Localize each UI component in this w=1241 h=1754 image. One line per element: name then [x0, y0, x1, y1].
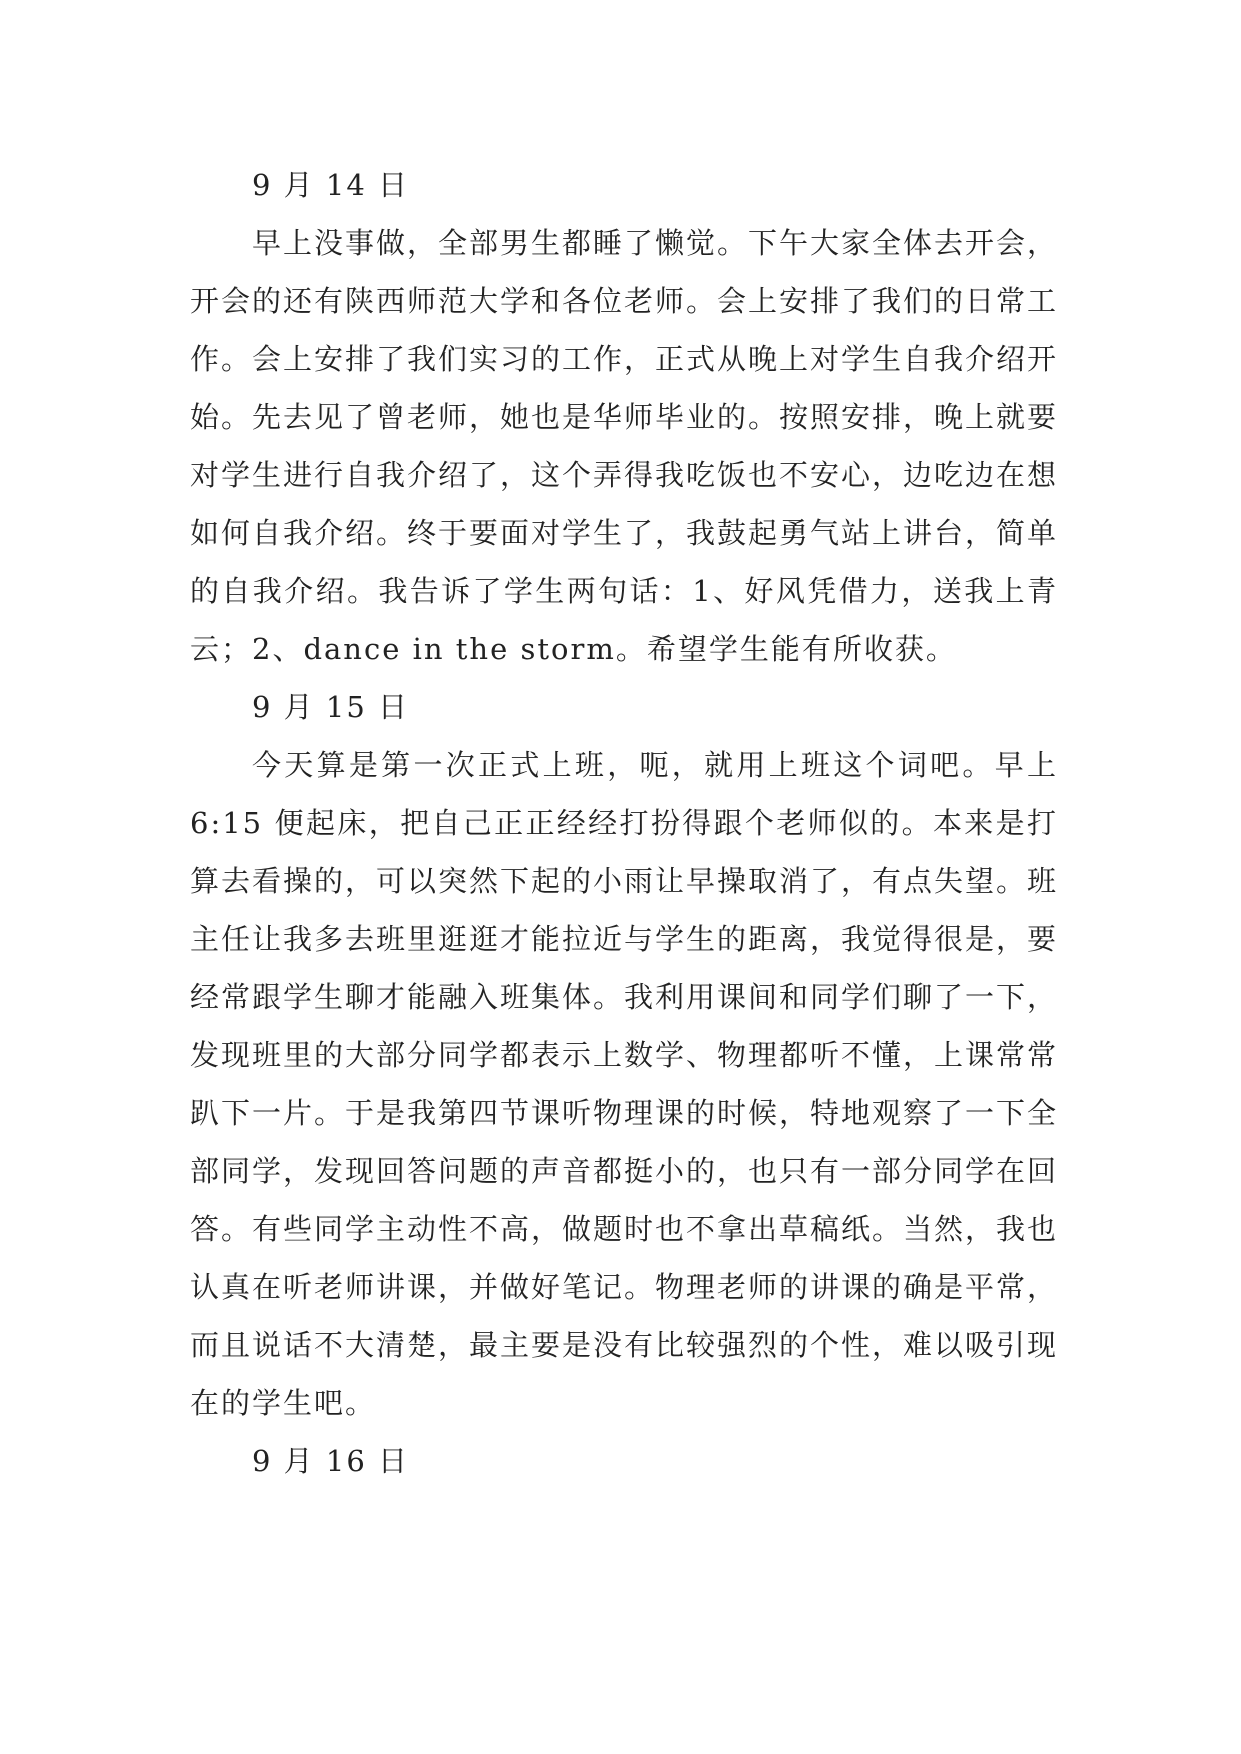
entry-date: 9 月 14 日	[252, 168, 410, 202]
entry-paragraph: 早上没事做，全部男生都睡了懒觉。下午大家全体去开会，开会的还有陕西师范大学和各位老师。会上安排了我们的日常工作。会上安排了我们实习的工作，正式从晚上对学生自我介绍开始。先去见了曾老师，她也是华师毕业的。按照安排，晚上就要对学生进行自我介绍了，这个弄得我吃饭也不安心，边吃边在想如何自我介绍。终于要面对学生了，我鼓起勇气站上讲台，简单的自我介绍。我告诉了学生两句话：1、好风凭借力，送我上青云；2、dance in the storm。希望学生能有所收获。	[190, 226, 1059, 666]
entry-date: 9 月 15 日	[252, 690, 410, 724]
diary-content	[190, 156, 1058, 1490]
entry-date: 9 月 16 日	[252, 1444, 410, 1478]
entry-paragraph: 今天算是第一次正式上班，呃，就用上班这个词吧。早上 6:15 便起床，把自己正正经经打扮得跟个老师似的。本来是打算去看操的，可以突然下起的小雨让早操取消了，有点失望。班主任让我多去班里逛逛才能拉近与学生的距离，我觉得很是，要经常跟学生聊才能融入班集体。我利用课间和同学们聊了一下，发现班里的大部分同学都表示上数学、物理都听不懂，上课常常趴下一片。于是我第四节课听物理课的时候，特地观察了一下全部同学，发现回答问题的声音都挺小的，也只有一部分同学在回答。有些同学主动性不高，做题时也不拿出草稿纸。当然，我也认真在听老师讲课，并做好笔记。物理老师的讲课的确是平常，而且说话不大清楚，最主要是没有比较强烈的个性，难以吸引现在的学生吧。	[190, 748, 1059, 1420]
